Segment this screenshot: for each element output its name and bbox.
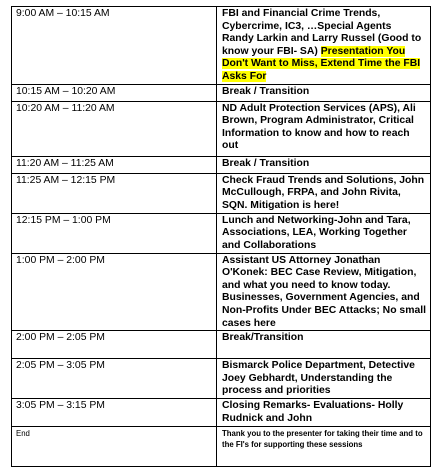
table-row	[12, 101, 431, 156]
time-cell: 3:05 PM – 3:15 PM	[12, 399, 217, 427]
session-cell: ND Adult Protection Services (APS), Ali Brown, Program Administrator, Critical Information to know and how to reach out	[217, 101, 431, 156]
session-cell: Lunch and Networking-John and Tara, Associations, LEA, Working Together and Collaborations	[217, 213, 431, 253]
session-text: FBI and Financial Crime Trends, Cybercrime, IC3, …Special Agents Randy Larkin and Larry Russel (Good to know your FBI- SA)	[222, 8, 422, 57]
session-cell	[217, 7, 431, 85]
table-row	[12, 399, 431, 427]
table-row	[12, 156, 431, 173]
table-row	[12, 253, 431, 331]
table-row	[12, 173, 431, 213]
table-row	[12, 359, 431, 399]
session-cell: Thank you to the presenter for taking their time and to the FI's for supporting these sessions	[217, 427, 431, 467]
time-cell: 11:25 AM – 12:15 PM	[12, 173, 217, 213]
table-row	[12, 213, 431, 253]
time-cell: End	[12, 427, 217, 467]
time-cell: 10:20 AM – 11:20 AM	[12, 101, 217, 156]
table-row	[12, 427, 431, 467]
time-cell: 11:20 AM – 11:25 AM	[12, 156, 217, 173]
session-cell: Break/Transition	[217, 331, 431, 359]
session-cell: Assistant US Attorney Jonathan O'Konek: BEC Case Review, Mitigation, and what you need to know today. Businesses, Government Agencies, and Non-Profits Under BEC Attacks; No small cases here	[217, 253, 431, 331]
session-cell: Bismarck Police Department, Detective Joey Gebhardt, Understanding the process and priorities	[217, 359, 431, 399]
time-cell: 10:15 AM – 10:20 AM	[12, 84, 217, 101]
session-cell: Check Fraud Trends and Solutions, John McCullough, FRPA, and John Rivita, SQN. Mitigation is here!	[217, 173, 431, 213]
session-cell: Break / Transition	[217, 156, 431, 173]
time-cell: 9:00 AM – 10:15 AM	[12, 7, 217, 85]
time-cell: 2:00 PM – 2:05 PM	[12, 331, 217, 359]
agenda-table	[11, 6, 431, 467]
agenda-document	[11, 6, 431, 467]
time-cell: 12:15 PM – 1:00 PM	[12, 213, 217, 253]
time-cell: 2:05 PM – 3:05 PM	[12, 359, 217, 399]
session-cell: Closing Remarks- Evaluations- Holly Rudnick and John	[217, 399, 431, 427]
highlighted-note: Presentation You Don't Want to Miss, Extend Time the FBI Asks For	[222, 45, 421, 82]
table-row	[12, 331, 431, 359]
table-row	[12, 84, 431, 101]
time-cell: 1:00 PM – 2:00 PM	[12, 253, 217, 331]
table-row	[12, 7, 431, 85]
session-cell: Break / Transition	[217, 84, 431, 101]
